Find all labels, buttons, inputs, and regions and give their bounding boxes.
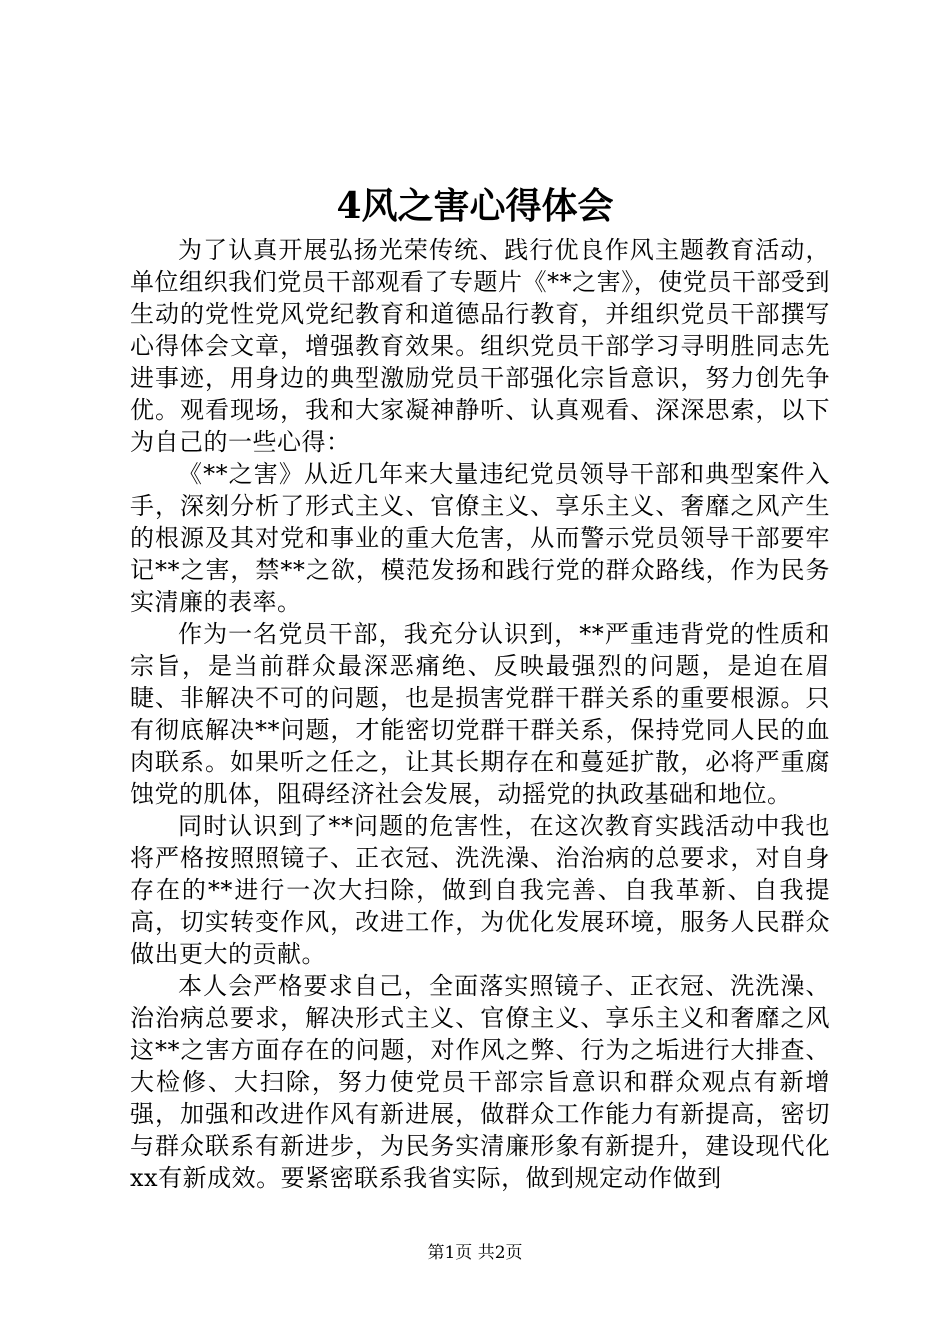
paragraph-1: 为了认真开展弘扬光荣传统、践行优良作风主题教育活动，单位组织我们党员干部观看了专题片《**之害》，使党员干部受到生动的党性党风党纪教育和道德品行教育，并组织党员干部撰写心得体会文章，增强教育效果。组织党员干部学习寻明胜同志先进事迹，用身边的典型激励党员干部强化宗旨意识，努力创先争优。观看现场，我和大家凝神静听、认真观看、深深思索，以下为自己的一些心得： bbox=[130, 236, 830, 456]
document-title: 4风之害心得体会 bbox=[336, 185, 614, 227]
page-number-footer: 第1页 共2页 bbox=[427, 1243, 523, 1263]
paragraph-3: 作为一名党员干部，我充分认识到，**严重违背党的性质和宗旨，是当前群众最深恶痛绝、反映最强烈的问题，是迫在眉睫、非解决不可的问题，也是损害党群干群关系的重要根源。只有彻底解决**问题，才能密切党群干群关系，保持党同人民的血肉联系。如果听之任之，让其长期存在和蔓延扩散，必将严重腐蚀党的肌体，阻碍经济社会发展，动摇党的执政基础和地位。 bbox=[130, 620, 830, 808]
document-body bbox=[130, 234, 830, 1194]
paragraph-2: 《**之害》从近几年来大量违纪党员领导干部和典型案件入手，深刻分析了形式主义、官僚主义、享乐主义、奢靡之风产生的根源及其对党和事业的重大危害，从而警示党员领导干部要牢记**之害，禁**之欲，模范发扬和践行党的群众路线，作为民务实清廉的表率。 bbox=[130, 460, 830, 616]
paragraph-5: 本人会严格要求自己，全面落实照镜子、正衣冠、洗洗澡、治治病总要求，解决形式主义、官僚主义、享乐主义和奢靡之风这**之害方面存在的问题，对作风之弊、行为之垢进行大排查、大检修、大扫除，努力使党员干部宗旨意识和群众观点有新增强，加强和改进作风有新进展，做群众工作能力有新提高，密切与群众联系有新进步，为民务实清廉形象有新提升，建设现代化xx有新成效。要紧密联系我省实际，做到规定动作做到 bbox=[130, 972, 830, 1192]
paragraph-4: 同时认识到了**问题的危害性，在这次教育实践活动中我也将严格按照照镜子、正衣冠、洗洗澡、治治病的总要求，对自身存在的**进行一次大扫除，做到自我完善、自我革新、自我提高，切实转变作风，改进工作，为优化发展环境，服务人民群众做出更大的贡献。 bbox=[130, 812, 830, 968]
